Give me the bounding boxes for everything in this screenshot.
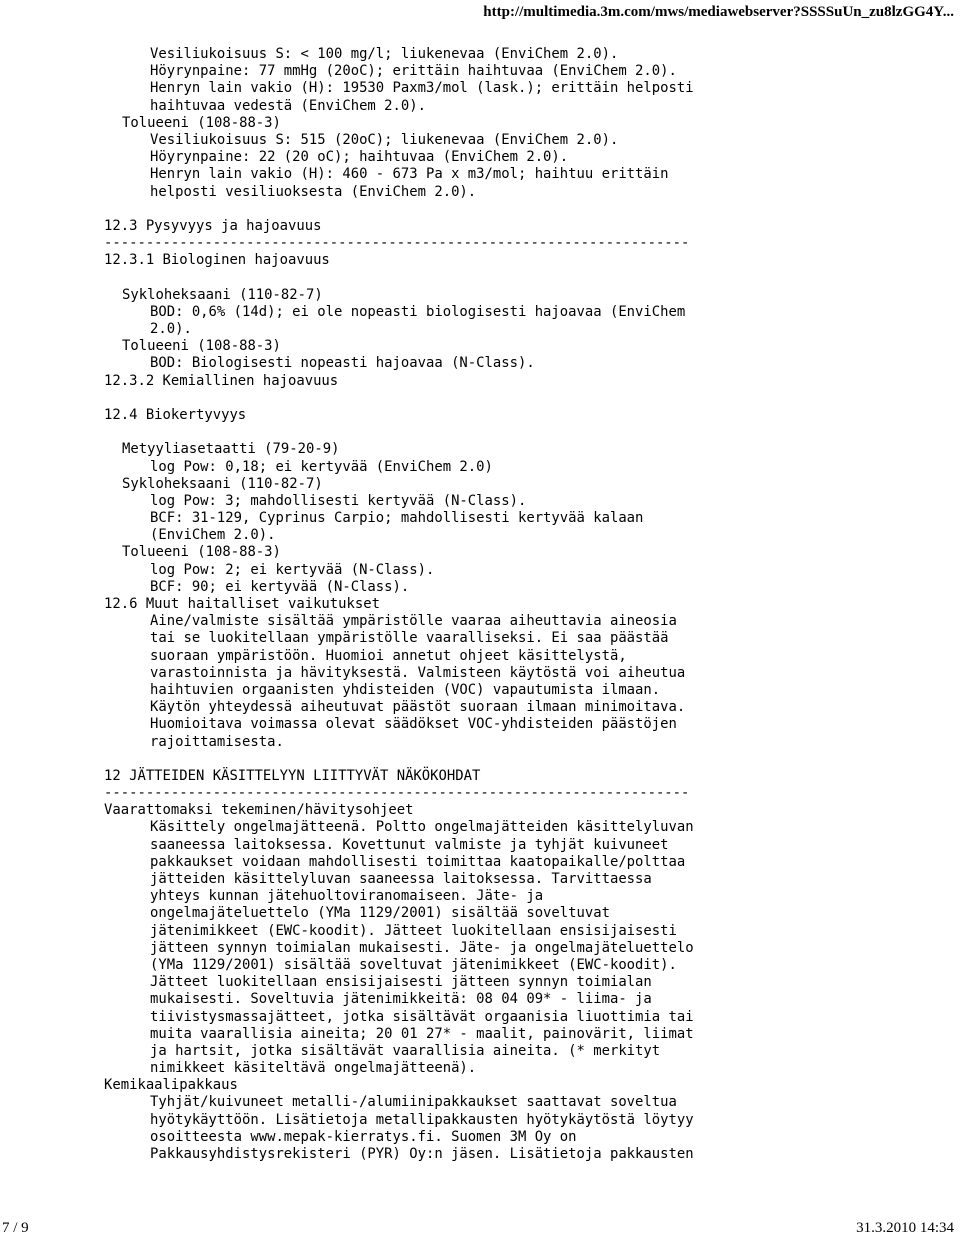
text-line: BCF: 31-129, Cyprinus Carpio; mahdollisesti kertyvää kalaan (150, 510, 644, 527)
text-line: haihtuvaa vedestä (EnviChem 2.0). (150, 97, 426, 114)
text-line: Henryn lain vakio (H): 19530 Paxm3/mol (lask.); erittäin helposti (150, 80, 694, 97)
text-line: ja hartsit, jotka sisältävät vaarallisia aineita. (* merkityt (150, 1042, 661, 1059)
text-line: Metyyliasetaatti (79-20-9) (122, 441, 340, 458)
text-line: Sykloheksaani (110-82-7) (122, 475, 323, 492)
text-line: haihtuvien orgaanisten yhdisteiden (VOC) vapautumista ilmaan. (150, 681, 661, 698)
print-datetime: 31.3.2010 14:34 (856, 1220, 954, 1236)
text-line: tiivistysmassajätteet, jotka sisältävät orgaanisia liuottimia tai (150, 1008, 694, 1025)
text-line: yhteys kunnan jätehuoltoviranomaiseen. Jäte- ja (150, 888, 544, 905)
text-line: mukaisesti. Soveltuvia jätenimikkeitä: 08 04 09* - liima- ja (150, 991, 652, 1008)
document-body (104, 46, 944, 1163)
text-line: suoraan ympäristöön. Huomioi annetut ohjeet käsittelystä, (150, 647, 627, 664)
text-line: Sykloheksaani (110-82-7) (122, 286, 323, 303)
text-line: 12 JÄTTEIDEN KÄSITTELYYN LIITTYVÄT NÄKÖKOHDAT (104, 767, 481, 784)
text-line: saaneessa laitoksessa. Kovettunut valmiste ja tyhjät kuivuneet (150, 836, 669, 853)
text-line: varastoinnista ja hävityksestä. Valmisteen käytöstä voi aiheutua (150, 664, 686, 681)
text-line: osoitteesta www.mepak-kierratys.fi. Suomen 3M Oy on (150, 1128, 577, 1145)
blank-line (104, 424, 944, 441)
text-line: Vaarattomaksi tekeminen/hävitysohjeet (104, 802, 414, 819)
blank-line (104, 390, 944, 407)
text-line: log Pow: 2; ei kertyvää (N-Class). (150, 561, 435, 578)
text-line: Tolueeni (108-88-3) (122, 338, 281, 355)
text-line: BCF: 90; ei kertyvää (N-Class). (150, 578, 410, 595)
text-line: nimikkeet käsiteltävä ongelmajätteenä). (150, 1060, 477, 1077)
text-line: pakkaukset voidaan mahdollisesti toimittaa kaatopaikalle/polttaa (150, 853, 686, 870)
text-line: Jätteet luokitellaan ensisijaisesti jätteen synnyn toimialan (150, 974, 652, 991)
text-line: (YMa 1129/2001) sisältää soveltuvat jätenimikkeet (EWC-koodit). (150, 956, 677, 973)
text-line: Tolueeni (108-88-3) (122, 544, 281, 561)
text-line: rajoittamisesta. (150, 733, 284, 750)
text-line: jätteiden käsittelyluvan saaneessa laitoksessa. Tarvittaessa (150, 871, 652, 887)
text-line: Henryn lain vakio (H): 460 - 673 Pa x m3/mol; haihtuu erittäin (150, 166, 669, 183)
section-rule: ---------------------------------------------------------------------- (104, 785, 690, 802)
text-line: Höyrynpaine: 22 (20 oC); haihtuvaa (EnviChem 2.0). (150, 149, 569, 166)
text-line: helposti vesiliuoksesta (EnviChem 2.0). (150, 183, 477, 200)
text-line: (EnviChem 2.0). (150, 527, 276, 544)
text-line: tai se luokitellaan ympäristölle vaaralliseksi. Ei saa päästää (150, 630, 669, 647)
text-line: BOD: Biologisesti nopeasti hajoavaa (N-Class). (150, 355, 535, 372)
text-line: 12.3 Pysyvyys ja hajoavuus (104, 217, 322, 234)
text-line: log Pow: 3; mahdollisesti kertyvää (N-Class). (150, 492, 527, 509)
text-line: 12.6 Muut haitalliset vaikutukset (104, 596, 380, 612)
text-line: Pakkausyhdistysrekisteri (PYR) Oy:n jäsen. Lisätietoja pakkausten (150, 1146, 694, 1162)
text-line: Huomioitava voimassa olevat säädökset VOC-yhdisteiden päästöjen (150, 716, 677, 733)
text-line: log Pow: 0,18; ei kertyvää (EnviChem 2.0) (150, 458, 493, 475)
text-line: BOD: 0,6% (14d); ei ole nopeasti biologisesti hajoavaa (EnviChem (150, 303, 686, 320)
text-line: 12.3.2 Kemiallinen hajoavuus (104, 372, 339, 389)
text-line: Aine/valmiste sisältää ympäristölle vaaraa aiheuttavia aineosia (150, 613, 677, 630)
text-line: Käsittely ongelmajätteenä. Poltto ongelmajätteiden käsittelyluvan (150, 819, 694, 836)
text-line: Vesiliukoisuus S: < 100 mg/l; liukenevaa (EnviChem 2.0). (150, 46, 619, 62)
text-line: ongelmajäteluettelo (YMa 1129/2001) sisältää soveltuvat (150, 905, 610, 922)
text-line: Kemikaalipakkaus (104, 1077, 238, 1094)
text-line: jätteen synnyn toimialan mukaisesti. Jäte- ja ongelmajäteluettelo (150, 939, 694, 956)
section-rule: ---------------------------------------------------------------------- (104, 235, 690, 252)
browser-url: http://multimedia.3m.com/mws/mediawebserver?SSSSuUn_zu8lzGG4Y... (483, 4, 954, 20)
text-line: jätenimikkeet (EWC-koodit). Jätteet luokitellaan ensisijaisesti (150, 922, 677, 939)
text-line: 12.3.1 Biologinen hajoavuus (104, 252, 330, 269)
blank-line (104, 201, 944, 218)
text-line: muita vaarallisia aineita; 20 01 27* - maalit, painovärit, liimat (150, 1025, 694, 1042)
text-line: Höyrynpaine: 77 mmHg (20oC); erittäin haihtuvaa (EnviChem 2.0). (150, 63, 677, 80)
text-line: 2.0). (150, 321, 192, 337)
text-line: Tyhjät/kuivuneet metalli-/alumiinipakkaukset saattavat soveltua (150, 1094, 677, 1111)
blank-line (104, 269, 944, 286)
blank-line (104, 751, 944, 768)
text-line: Vesiliukoisuus S: 515 (20oC); liukenevaa (EnviChem 2.0). (150, 131, 619, 148)
page-number: 7 / 9 (2, 1220, 29, 1236)
text-line: Tolueeni (108-88-3) (122, 114, 281, 131)
text-line: Käytön yhteydessä aiheutuvat päästöt suoraan ilmaan minimoitava. (150, 699, 686, 716)
text-line: 12.4 Biokertyvyys (104, 406, 247, 423)
text-line: hyötykäyttöön. Lisätietoja metallipakkausten hyötykäytöstä löytyy (150, 1111, 694, 1128)
